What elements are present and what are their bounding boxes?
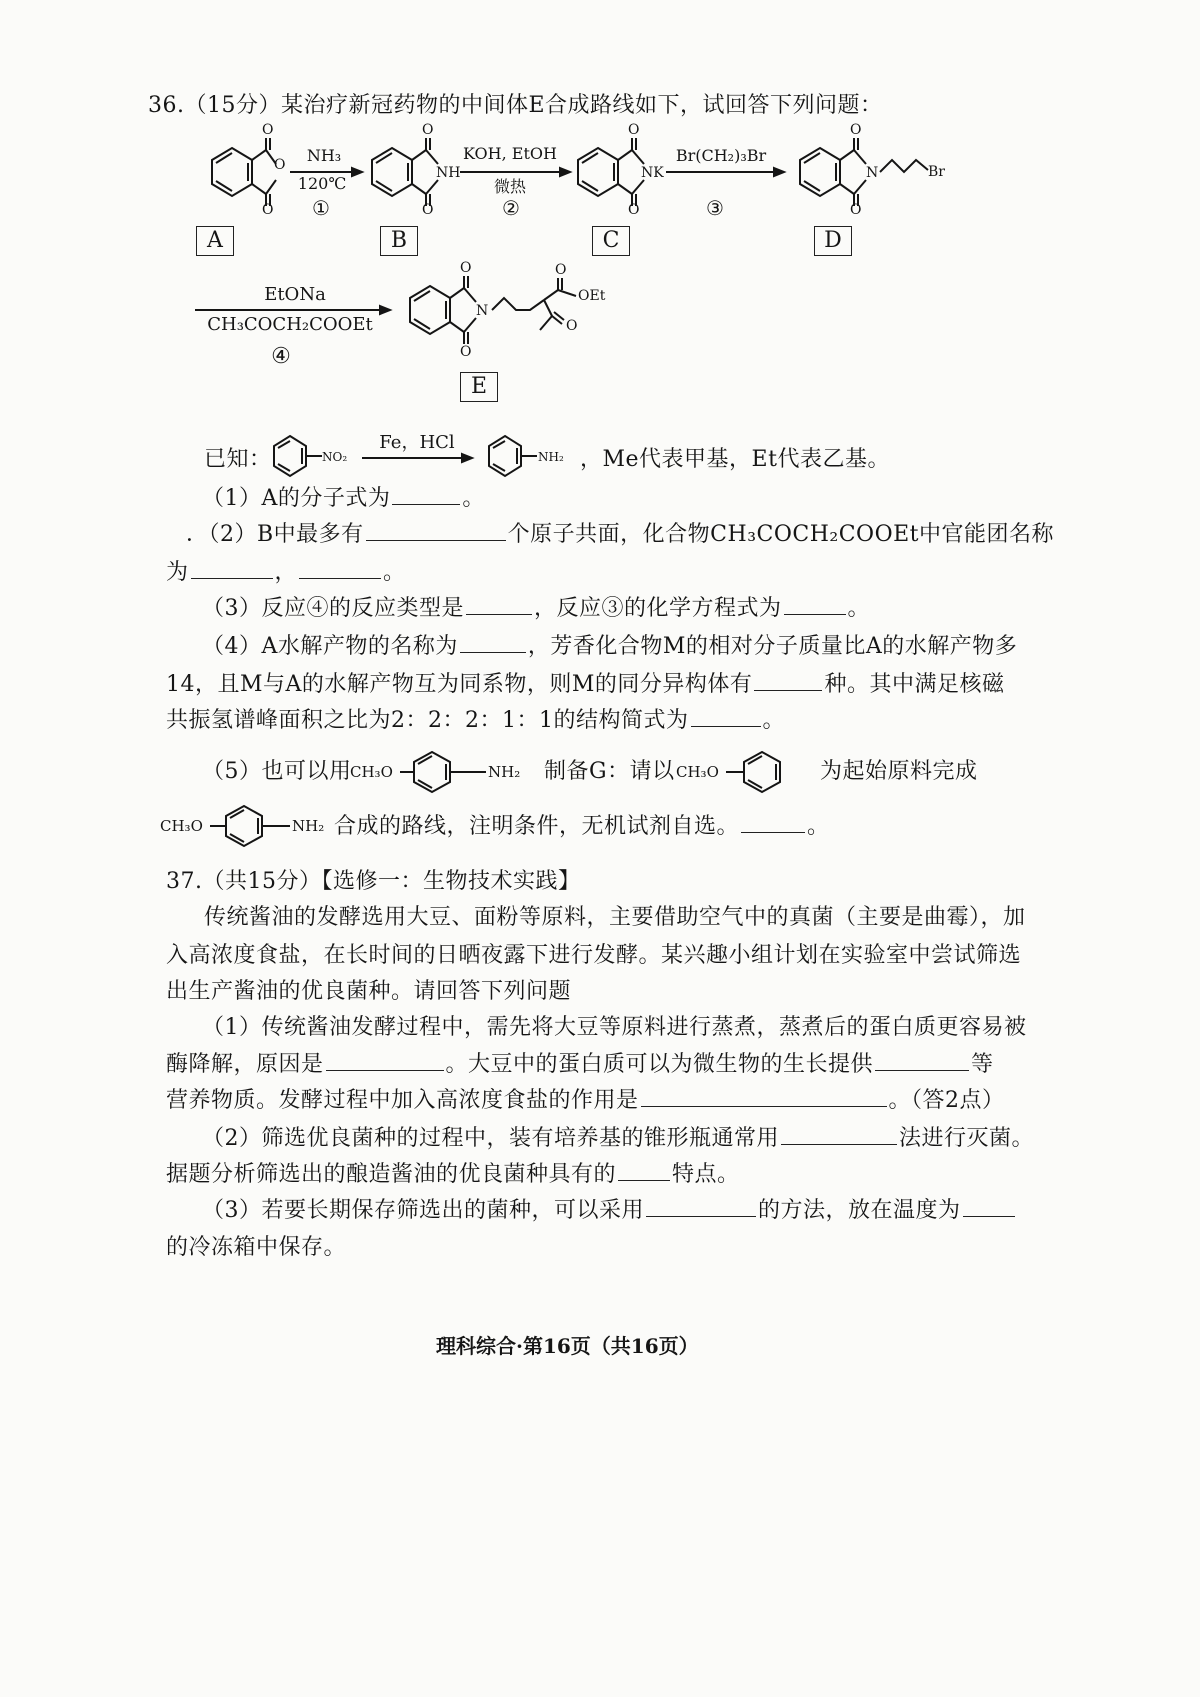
- step2-condition: 微热: [493, 177, 526, 196]
- q37-part3-cont: 的冷冻箱中保存。: [166, 1235, 347, 1260]
- known-prefix: 已知：: [204, 447, 272, 472]
- q37-part1: （1）传统酱油发酵过程中，需先将大豆等原料进行蒸煮，蒸煮后的蛋白质更容易被: [202, 1015, 1027, 1040]
- known-reagent: Fe，HCl: [379, 432, 455, 453]
- q37-intro-2: 入高浓度食盐，在长时间的日晒夜露下进行发酵。某兴趣小组计划在实验室中尝试筛选: [166, 943, 1022, 968]
- q37-part1-cont1: 酶降解，原因是 。大豆中的蛋白质可以为微生物的生长提供 等: [166, 1048, 994, 1081]
- label-d: D: [814, 226, 852, 256]
- step4-number: ④: [271, 344, 291, 369]
- q36-part5-b: 制备G：请以: [544, 759, 675, 784]
- compound-b-structure: [372, 138, 438, 206]
- atom-n: N: [866, 165, 879, 181]
- atom-o: O: [460, 260, 472, 276]
- compound-a-structure: [212, 138, 276, 206]
- q37-intro-3: 出生产酱油的优良菌种。请回答下列问题: [166, 979, 572, 1004]
- amino-label: NH₂: [488, 763, 521, 781]
- atom-o: O: [460, 344, 472, 360]
- atom-o: O: [262, 202, 274, 218]
- step3-reagent: Br(CH₂)₃Br: [675, 146, 767, 165]
- step2-reagent: KOH, EtOH: [463, 144, 557, 163]
- q36-part4: （4）A水解产物的名称为 ，芳香化合物M的相对分子质量比A的水解产物多: [202, 630, 1017, 663]
- q37-part1-cont2: 营养物质。发酵过程中加入高浓度食盐的作用是 。（答2点）: [166, 1084, 1005, 1117]
- q37-header: 37.（共15分）【选修一：生物技术实践】: [166, 869, 581, 894]
- atom-o: O: [566, 318, 578, 334]
- q36-part5-c: 为起始原料完成: [820, 759, 978, 784]
- atom-o: O: [422, 122, 434, 138]
- label-e: E: [460, 372, 498, 402]
- q37-intro-1: 传统酱油的发酵选用大豆、面粉等原料，主要借助空气中的真菌（主要是曲霉），加: [204, 905, 1026, 930]
- q36-part5-d: 合成的路线，注明条件，无机试剂自选。 。: [334, 810, 830, 843]
- atom-o: O: [628, 122, 640, 138]
- q36-part5-a: （5）也可以用: [202, 759, 352, 784]
- label-b: B: [380, 226, 418, 256]
- atom-o: O: [422, 202, 434, 218]
- nitro-group: NO₂: [322, 450, 348, 464]
- compound-d-structure: [800, 138, 928, 206]
- q37-part3: （3）若要长期保存筛选出的菌种，可以采用 的方法，放在温度为: [202, 1194, 1017, 1227]
- atom-o: O: [555, 262, 567, 278]
- step1-condition: 120℃: [297, 174, 347, 193]
- step1-number: ①: [312, 196, 330, 220]
- atom-nk: NK: [641, 165, 664, 181]
- q37-part2-cont: 据题分析筛选出的酿造酱油的优良菌种具有的 特点。: [166, 1158, 740, 1191]
- step4-condition: CH₃COCH₂COOEt: [207, 314, 373, 335]
- q36-part3: （3）反应④的反应类型是 ，反应③的化学方程式为 。: [202, 592, 870, 625]
- amino-group: NH₂: [538, 450, 564, 464]
- atom-o: O: [274, 157, 286, 173]
- q36-part4-cont1: 14，且M与A的水解产物互为同系物，则M的同分异构体有 种。其中满足核磁: [166, 668, 1004, 701]
- atom-o: O: [628, 202, 640, 218]
- step1-reagent: NH₃: [306, 146, 342, 165]
- known-suffix: ，Me代表甲基，Et代表乙基。: [580, 447, 890, 472]
- q37-part2: （2）筛选优良菌种的过程中，装有培养基的锥形瓶通常用 法进行灭菌。: [202, 1122, 1034, 1155]
- atom-nh: NH: [436, 165, 461, 181]
- methoxy-label: CH₃O: [676, 763, 719, 781]
- compound-c-structure: [578, 138, 644, 206]
- step4-reagent: EtONa: [264, 284, 326, 305]
- methoxy-label: CH₃O: [160, 817, 203, 835]
- atom-br: Br: [928, 164, 945, 180]
- atom-o: O: [850, 202, 862, 218]
- q36-header: 36.（15分）某治疗新冠药物的中间体E合成路线如下，试回答下列问题：: [148, 93, 883, 118]
- atom-n: N: [476, 303, 489, 319]
- atom-oet: OEt: [578, 288, 606, 304]
- q36-part1: （1）A的分子式为 。: [202, 482, 485, 515]
- label-a: A: [196, 226, 234, 256]
- methoxy-label: CH₃O: [350, 763, 393, 781]
- label-c: C: [592, 226, 630, 256]
- step2-number: ②: [502, 196, 520, 220]
- compound-e-structure: [410, 276, 576, 344]
- atom-o: O: [262, 122, 274, 138]
- atom-o: O: [850, 122, 862, 138]
- amino-label: NH₂: [292, 817, 325, 835]
- step3-number: ③: [706, 196, 724, 220]
- q36-part2-cont: 为 ， 。: [166, 556, 406, 589]
- q36-part4-cont2: 共振氢谱峰面积之比为2：2：2：1：1的结构简式为 。: [166, 704, 785, 737]
- q36-part2: ．（2）B中最多有 个原子共面，化合物CH₃COCH₂COOEt中官能团名称: [186, 518, 1054, 551]
- page-footer: 理科综合·第16页（共16页）: [436, 1334, 699, 1358]
